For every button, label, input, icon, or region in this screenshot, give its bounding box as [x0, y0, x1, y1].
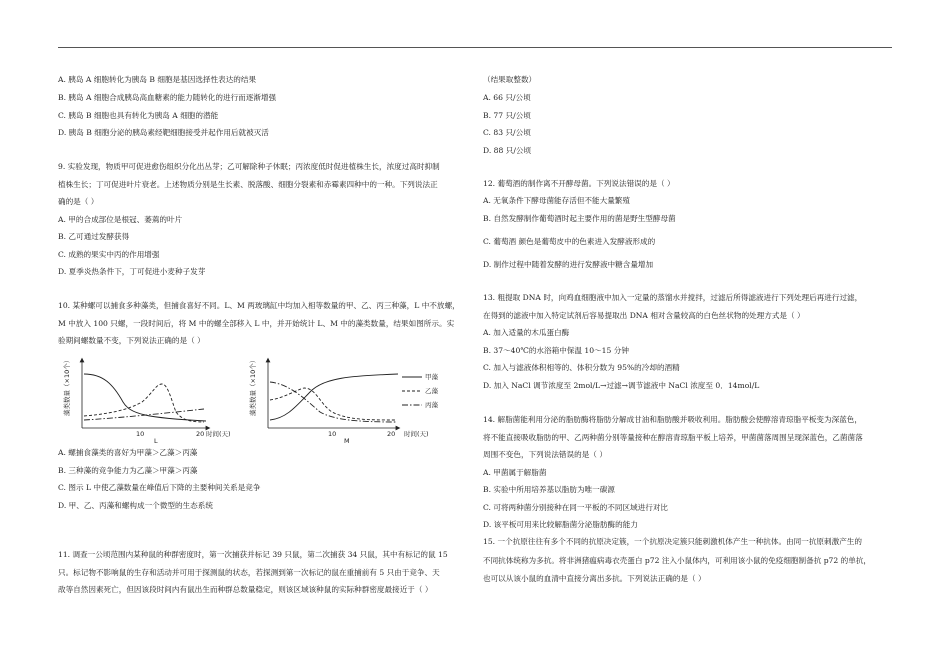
q10-stem-1: 10. 某种螺可以捕食多种藻类，但捕食喜好不同。L、M 两玻璃缸中均加入相等数量的甲、乙、丙三种藻，L 中不放螺，: [58, 301, 460, 310]
q14-stem-2: 将不能直接吸收脂肪的甲、乙两种菌分别等量接种在醇溶青琼脂平板上培养，甲菌菌落周围呈现深蓝色，乙菌菌落: [483, 433, 863, 442]
panel-l-tick-20: 20: [196, 430, 205, 438]
q14-option-b: B. 实验中所用培养基以脂肪为唯一碳源: [483, 485, 615, 494]
q11-stem-1: 11. 调查一公顷范围内某种鼠的种群密度时，第一次捕获并标记 39 只鼠，第二次捕获 34 只鼠，其中有标记的鼠 15: [58, 550, 448, 559]
panel-m-label: M: [344, 437, 350, 445]
q11-option-a: A. 66 只/公顷: [483, 93, 531, 102]
q10-option-c: C. 图示 L 中使乙藻数量在峰值后下降的主要种间关系是竞争: [58, 483, 261, 492]
q11-stem-3: 敌等自然因素死亡，但因该段时间内有鼠出生而种群总数量稳定，则该区域该种鼠的实际种群密度最接近于（ ）: [58, 585, 433, 594]
panel-l-tick-10: 10: [136, 430, 145, 438]
q9-stem-3: 确的是（ ）: [58, 197, 99, 206]
q9-option-b: B. 乙可通过发酵获得: [58, 232, 130, 241]
q13-stem-1: 13. 粗提取 DNA 时，向鸡血细胞液中加入一定量的蒸馏水并搅拌，过滤后所得滤液进行下列处理后再进行过滤，: [483, 293, 863, 302]
panel-l-xlabel: 时间(天): [206, 430, 231, 438]
q13-option-d: D. 加入 NaCl 调节浓度至 2mol/L→过滤→调节滤液中 NaCl 浓度至 0．14mol/L: [483, 381, 760, 390]
q9-option-c: C. 成熟的果实中丙的作用增强: [58, 250, 160, 259]
q8-option-c: C. 胰岛 B 细胞也具有转化为胰岛 A 细胞的潜能: [58, 111, 219, 120]
q11-option-c: C. 83 只/公顷: [483, 128, 531, 137]
q12-option-b: B. 自然发酵制作葡萄酒时起主要作用的菌是野生型酵母菌: [483, 214, 676, 223]
q13-stem-2: 在得到的滤液中加入特定试剂后容易提取出 DNA 相对含量较高的白色丝状物的处理方式是（ ）: [483, 311, 805, 320]
q15-stem-1: 15. 一个抗原往往有多个不同的抗原决定簇，一个抗原决定簇只能刺激机体产生一种抗体。由同一抗原刺激产生的: [483, 537, 862, 546]
q12-option-a: A. 无氧条件下酵母菌能存活但不能大量繁殖: [483, 196, 630, 205]
q10-option-d: D. 甲、乙、丙藻和螺构成一个微型的生态系统: [58, 501, 213, 510]
q12-option-d: D. 制作过程中随着发酵的进行发酵液中糖含量增加: [483, 260, 654, 269]
legend-jia-label: 甲藻: [425, 373, 438, 381]
q14-option-d: D. 该平板可用来比较解脂菌分泌脂肪酶的能力: [483, 520, 638, 529]
q11-option-d: D. 88 只/公顷: [483, 146, 532, 155]
q9-stem-2: 植株生长；丁可促进叶片衰老。上述物质分别是生长素、脱落酸、细胞分裂素和赤霉素四种中的一种。下列说法正: [58, 180, 438, 189]
q11-option-b: B. 77 只/公顷: [483, 111, 531, 120]
panel-m-bing-curve: [270, 382, 396, 422]
q11-note: （结果取整数）: [483, 75, 537, 84]
q11-stem-2: 只。标记物不影响鼠的生存和活动并可用于探测鼠的状态，若探测到第一次标记的鼠在重捕前有 5 只由于竞争、天: [58, 568, 440, 577]
panel-m-tick-20: 20: [387, 430, 396, 438]
q8-option-a: A. 胰岛 A 细胞转化为胰岛 B 细胞是基因选择性表达的结果: [58, 75, 257, 84]
panel-m-tick-10: 10: [328, 430, 337, 438]
q8-option-d: D. 胰岛 B 细胞分泌的胰岛素经靶细胞接受并起作用后就被灭活: [58, 128, 269, 137]
q15-stem-2: 不同抗体统称为多抗。将非洲猪瘟病毒衣壳蛋白 p72 注入小鼠体内，可利用该小鼠的免疫细胞制备抗 p72 的单抗，: [483, 556, 872, 565]
q10-stem-2: M 中放入 100 只螺，一段时间后，将 M 中的螺全部移入 L 中，并开始统计 L、M 中的藻类数量，结果如图所示。实: [58, 319, 455, 328]
q10-option-a: A. 螺捕食藻类的喜好为甲藻＞乙藻＞丙藻: [58, 448, 198, 457]
q13-option-a: A. 加入适量的木瓜蛋白酶: [483, 328, 570, 337]
q14-stem-1: 14. 解脂菌能利用分泌的脂肪酶将脂肪分解成甘油和脂肪酸并吸收利用。脂肪酸会使醇溶青琼脂平板变为深蓝色，: [483, 415, 862, 424]
panel-m-ylabel: 藻类数量（×10个）: [249, 356, 257, 416]
header-rule: [58, 47, 892, 48]
panel-l-ylabel: 藻类数量（×10个）: [63, 356, 71, 416]
q12-stem: 12. 葡萄酒的制作离不开酵母菌。下列说法错误的是（ ）: [483, 179, 675, 188]
q12-option-c: C. 葡萄酒 颜色是葡萄皮中的色素进入发酵液形成的: [483, 237, 656, 246]
q9-option-d: D. 夏季炎热条件下，丁可促进小麦种子发芽: [58, 267, 206, 276]
q14-option-a: A. 甲菌属于解脂菌: [483, 468, 547, 477]
q10-stem-3: 验期间螺数量不变，下列说法正确的是（ ）: [58, 336, 205, 345]
panel-l-label: L: [154, 437, 158, 445]
legend-bing-label: 丙藻: [425, 401, 438, 409]
panel-m: [248, 357, 439, 445]
q15-stem-3: 也可以从该小鼠的血清中直接分离出多抗。下列说法正确的是（ ）: [483, 574, 706, 583]
q10-option-b: B. 三种藻的竞争能力为乙藻＞甲藻＞丙藻: [58, 466, 198, 475]
legend-yi-label: 乙藻: [425, 387, 438, 395]
q10-figure: [58, 354, 458, 446]
q9-option-a: A. 甲的合成部位是根冠、萎蔫的叶片: [58, 215, 183, 224]
q13-option-c: C. 加入与滤液体积相等的、体积分数为 95%的冷却的酒精: [483, 363, 680, 372]
q8-option-b: B. 胰岛 A 细胞合成胰岛高血糖素的能力随转化的进行而逐渐增强: [58, 93, 277, 102]
q14-stem-3: 周围不变色，下列说法错误的是（ ）: [483, 450, 607, 459]
panel-m-yi-curve: [270, 388, 396, 420]
q13-option-b: B. 37～40℃的水浴箱中保温 10～15 分钟: [483, 346, 629, 355]
panel-m-xlabel: 时间(天): [404, 430, 429, 438]
panel-l: [62, 357, 231, 445]
panel-l-yi-curve: [84, 384, 204, 422]
q9-stem-1: 9. 实验发现，物质甲可促进愈伤组织分化出丛芽；乙可解除种子休眠；丙浓度低时促进植株生长，浓度过高时抑制: [58, 162, 440, 171]
q14-option-c: C. 可将两种菌分别接种在同一平板的不同区域进行对比: [483, 503, 669, 512]
panel-l-jia-curve: [84, 374, 206, 421]
